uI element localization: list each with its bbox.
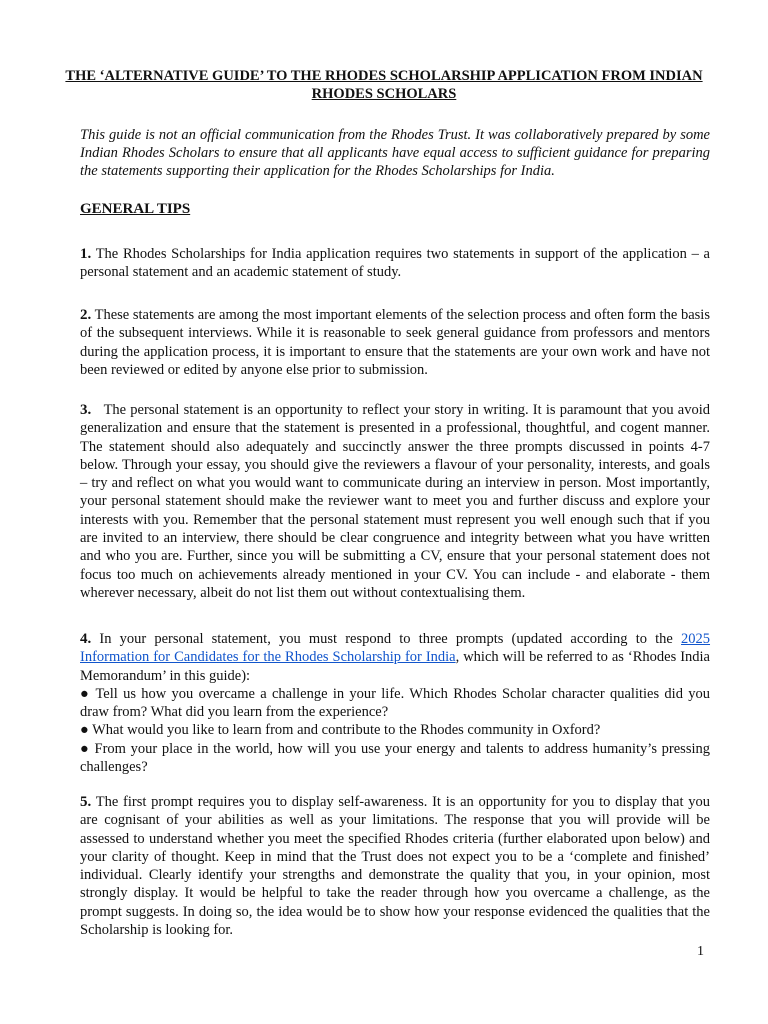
paragraph-4 [80, 630, 710, 776]
paragraph-4-text-after: , which will be referred to as ‘Rhodes India Memorandum’ in this guide): [80, 649, 710, 684]
paragraph-3-number: 3. [80, 402, 92, 418]
paragraph-3-text: The personal statement is an opportunity to reflect your story in writing. It is paramount that you avoid generalization and ensure that the statement is presented in a professional, thoughtful, and cogent manner. The statement should also adequately and succinctly answer the three prompts discussed in points 4-7 below. Through your essay, you should give the reviewers a flavour of your personality, interests, and goals – try and reflect on what you would want to communicate during an interview in person. Most importantly, your personal statement should make the reviewer want to meet you and further discuss and explore your interests with you. Remember that the personal statement must represent you well enough such that if you are invited to an interview, there should be clear congruence and integrity between what you have written and who you are. Further, since you will be submitting a CV, ensure that your personal statement does not focus too much on achievements already mentioned in your CV. You can include - and elaborate - them wherever necessary, albeit do not list them out without contextualising them. [80, 402, 710, 601]
paragraph-1-number: 1. [80, 246, 92, 262]
paragraph-1-text: The Rhodes Scholarships for India application requires two statements in support of the application – a personal statement and an academic statement of study. [80, 246, 710, 281]
intro-paragraph: This guide is not an official communication from the Rhodes Trust. It was collaboratively prepared by some Indian Rhodes Scholars to ensure that all applicants have equal access to sufficient guidance for preparing the statements supporting their application for the Rhodes Scholarships for India. [80, 127, 710, 179]
paragraph-4-number: 4. [80, 631, 92, 647]
page-number: 1 [697, 944, 704, 959]
paragraph-3 [80, 401, 710, 602]
paragraph-5-text: The first prompt requires you to display self-awareness. It is an opportunity for you to display that you are cognisant of your abilities as well as your limitations. The response that you will provide will be assessed to understand whether you meet the specified Rhodes criteria (further elaborated upon below) and your clarity of thought. Keep in mind that the Trust does not expect you to be a ‘complete and finished’ individual. Clearly identify your strengths and demonstrate the quality that you, in your opinion, most strongly display. It would be helpful to take the reader through how you overcame a challenge, as the prompt suggests. In doing so, the idea would be to show how your response evidenced the qualities that the Scholarship is looking for. [80, 794, 711, 939]
section-heading-general-tips: GENERAL TIPS [80, 201, 191, 217]
paragraph-2 [80, 306, 710, 379]
paragraph-1 [80, 245, 710, 282]
document-title: THE ‘ALTERNATIVE GUIDE’ TO THE RHODES SCHOLARSHIP APPLICATION FROM INDIAN RHODES SCHOLARS [65, 68, 703, 102]
paragraph-5-number: 5. [80, 794, 92, 810]
bullet-item: ● From your place in the world, how will you use your energy and talents to address humanity’s pressing challenges? [80, 740, 710, 776]
bullet-item: ● What would you like to learn from and contribute to the Rhodes community in Oxford? [80, 722, 601, 739]
bullet-item: ● Tell us how you overcame a challenge in your life. Which Rhodes Scholar character qualities did you draw from? What did you learn from the experience? [80, 685, 710, 721]
rhodes-memorandum-link[interactable]: 2025 Information for Candidates for the Rhodes Scholarship for India [80, 631, 711, 666]
paragraph-2-text: These statements are among the most important elements of the selection process and often form the basis of the subsequent interviews. While it is reasonable to seek general guidance from professors and mentors during the application process, it is important to ensure that the statements are your own work and have not been reviewed or edited by anyone else prior to submission. [80, 307, 710, 378]
paragraph-4-text-before: In your personal statement, you must respond to three prompts (updated according to the [99, 631, 682, 647]
paragraph-5 [80, 793, 710, 939]
paragraph-2-number: 2. [80, 307, 92, 323]
